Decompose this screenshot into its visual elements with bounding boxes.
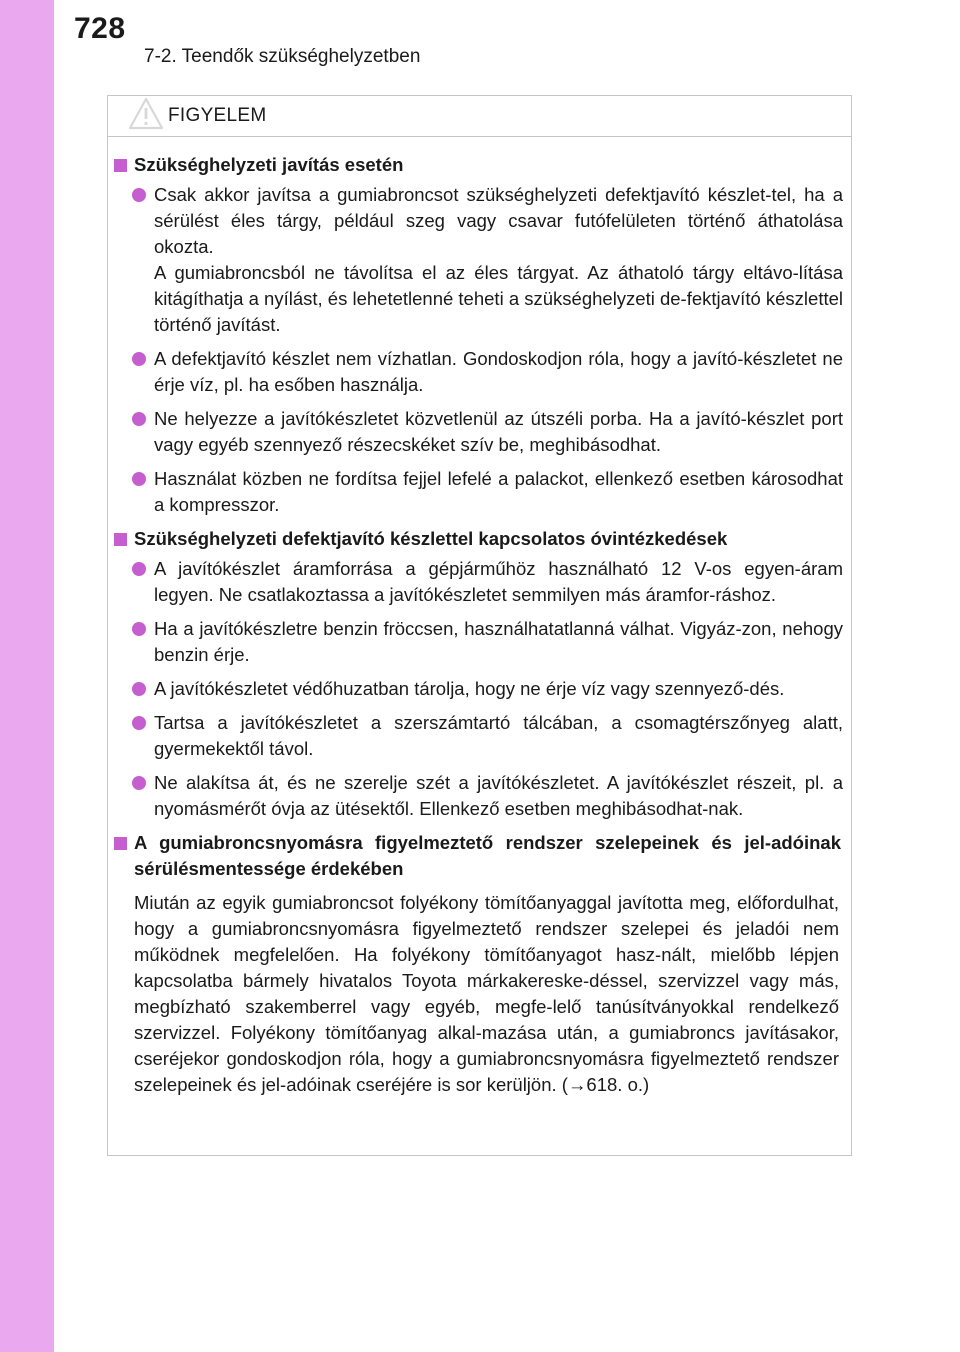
round-bullet-icon (132, 562, 146, 576)
warning-triangle-icon (128, 97, 164, 136)
list-item: Csak akkor javítsa a gumiabroncsot szükséghelyzeti defektjavító készlet-tel, ha a sérülést éles tárgy, például szeg vagy csavar futófelületen történő áthatolása okozta. A gumiabroncsból ne távolítsa el az éles tárgyat. Az áthatoló tárgy eltávo-lítása kitágíthatja a nyílást, és lehetetlenné teheti a szükséghelyzeti de-fektjavító készlettel történő javítást. (108, 182, 853, 338)
warning-header (108, 96, 851, 137)
list-item: A javítókészlet áramforrása a gépjárműhöz használható 12 V-os egyen-áram legyen. Ne csatlakoztassa a javítókészletet semmilyen más áramfor-ráshoz. (108, 556, 853, 608)
list-item: A defektjavító készlet nem vízhatlan. Gondoskodjon róla, hogy a javító-készletet ne érje víz, pl. ha esőben használja. (108, 346, 853, 398)
warning-label: FIGYELEM (168, 105, 267, 126)
warning-box (107, 95, 852, 1156)
list-item: Használat közben ne fordítsa fejjel lefelé a palackot, ellenkező esetben károsodhat a kompresszor. (108, 466, 853, 518)
side-color-band (0, 0, 54, 1352)
section-heading: Szükséghelyzeti javítás esetén (108, 152, 853, 178)
page-header (54, 0, 960, 80)
section-paragraph: Miután az egyik gumiabroncsot folyékony tömítőanyaggal javította meg, előfordulhat, hogy a gumiabroncsnyomásra figyelmeztető rendszer szelepei és jeladói nem működnek megfelelően. Ha folyékony tömítőanyagot hasz-nált, mielőbb lépjen kapcsolatba bármely hivatalos Toyota márkakereske-déssel, szervizzel vagy más, megbízható szakemberrel vagy egyéb, megfe-lelő tanúsítványokkal rendelkező szervizzel. Folyékony tömítőanyag alkal-mazása után, a gumiabroncs javításakor, cseréjekor gondoskodjon róla, hogy a gumiabroncsnyomásra figyelmeztető rendszer szelepeinek és jel-adóinak cseréjére is sor kerüljön. (→618. o.) (134, 892, 839, 1095)
warning-content (108, 152, 853, 1098)
warning-section (108, 152, 853, 518)
section-heading: A gumiabroncsnyomásra figyelmeztető rendszer szelepeinek és jel-adóinak sérülésmentessége érdekében (108, 830, 853, 882)
warning-section (108, 526, 853, 822)
section-title: 7-2. Teendők szükséghelyzetben (144, 46, 421, 67)
round-bullet-icon (132, 412, 146, 426)
round-bullet-icon (132, 188, 146, 202)
list-item: Ne helyezze a javítókészletet közvetlenül az útszéli porba. Ha a javító-készlet port vagy egyéb szennyező részecskéket szív be, meghibásodhat. (108, 406, 853, 458)
round-bullet-icon (132, 682, 146, 696)
square-bullet-icon (114, 159, 127, 172)
list-item: Tartsa a javítókészletet a szerszámtartó tálcában, a csomagtérszőnyeg alatt, gyermekektől távol. (108, 710, 853, 762)
round-bullet-icon (132, 716, 146, 730)
square-bullet-icon (114, 837, 127, 850)
round-bullet-icon (132, 472, 146, 486)
list-item: A javítókészletet védőhuzatban tárolja, hogy ne érje víz vagy szennyező-dés. (108, 676, 853, 702)
round-bullet-icon (132, 622, 146, 636)
list-item: Ne alakítsa át, és ne szerelje szét a javítókészletet. A javítókészlet részeit, pl. a nyomásmérőt óvja az ütésektől. Ellenkező esetben meghibásodhat-nak. (108, 770, 853, 822)
round-bullet-icon (132, 776, 146, 790)
page-number: 728 (74, 12, 126, 45)
square-bullet-icon (114, 533, 127, 546)
round-bullet-icon (132, 352, 146, 366)
list-item: Ha a javítókészletre benzin fröccsen, használhatatlanná válhat. Vigyáz-zon, nehogy benzin érje. (108, 616, 853, 668)
section-heading: Szükséghelyzeti defektjavító készlettel kapcsolatos óvintézkedések (108, 526, 853, 552)
warning-section (108, 830, 853, 1098)
